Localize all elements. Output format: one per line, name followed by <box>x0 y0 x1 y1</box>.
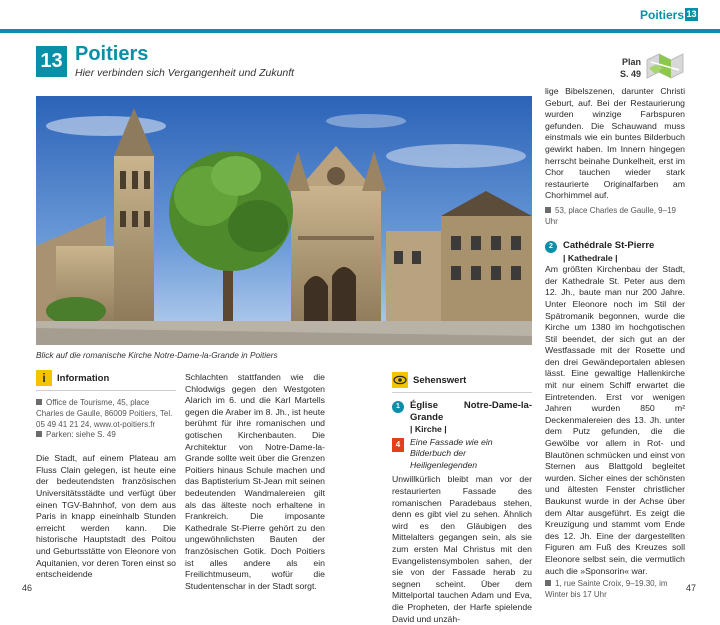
chapter-subtitle: Hier verbinden sich Vergangenheit und Zukunft <box>75 67 295 79</box>
poi-type: | Kirche | <box>410 424 447 434</box>
plan-page: S. 49 <box>619 69 641 79</box>
info-row <box>36 398 176 430</box>
chapter-title: Poitiers <box>75 43 149 65</box>
info-row <box>36 430 176 441</box>
plan-label: Plan <box>621 57 641 67</box>
poi-number-badge: 1 <box>392 401 404 413</box>
poi-description: Am größten Kirchenbau der Stadt, der Kathedrale St. Peter aus dem 12. Jh., baute man nur 200 Jahre. Unter Eleonore noch im Stil der Spätromanik begonnen, wurde die Kirche um 1380 im hochgotischen Stil beendet, der sich gut an der Westfassade mit der Rosette und den drei Gewändeportalen ablesen lässt. Eine gewaltige Hallenkirche mit nur einem Schiff erwartet die Eintretenden. Erst vor wenigen Jahren wurden 850 m² Deckenmalereien des 13. Jh. unter dem Putz gefunden, die die Gewölbe vor allem in Rot- und Blautönen schmücken und einst von Sternen aus Blattgold begleitet wurden. Sicher eines der schönsten und ältesten Fenster christlicher Baukunst wurde in der Achse über dem Altar ausgeführt. Es zeigt die Kreuzigung und stammt vom Ende des 12. Jh. Eine der dargestellten Figuren am Fuß des Kreuzes soll Eleonore selbst sein, die vermutlich auch die »Sponsorin« war. <box>545 264 685 576</box>
plan-reference <box>597 56 641 80</box>
information-heading-box <box>36 370 176 388</box>
photo-caption: Blick auf die romanische Kirche Notre-Dame-la-Grande in Poitiers <box>36 350 278 360</box>
sights-heading-box <box>392 372 532 390</box>
poi-heading <box>545 240 685 253</box>
column-history <box>185 372 325 592</box>
poi-type: | Kathedrale | <box>563 252 618 263</box>
page-number-right: 47 <box>685 583 696 593</box>
chapter-number-badge: 13 <box>36 46 67 77</box>
info-row <box>545 579 685 601</box>
sights-heading: Sehenswert <box>413 375 467 386</box>
map-icon <box>645 50 685 80</box>
information-heading: Information <box>57 373 110 384</box>
bullet-square-icon <box>36 399 42 405</box>
page-number-left: 46 <box>22 583 33 593</box>
running-header-number: 13 <box>686 9 697 19</box>
column-sights <box>392 372 532 625</box>
poi-description-continued: lige Bibelszenen, darunter Christi Geburt, auf. Bei der Restaurierung wurden winzige Farbspuren gefunden. Die Schauwand muss einstmals wie ein buntes Bilderbuch gewirkt haben. Im Innern hingegen herrscht beinahe Dunkelheit, erst im Chor tauchen wieder stark restaurierte Originalfarben am Chorhimmel auf. <box>545 86 685 201</box>
history-paragraph: Schlachten stattfanden wie die Chlodwigs gegen den Westgoten Alarich im 6. und die Karl Martells gegen die Araber im 8. Jh., ist heute berühmt für ihre romanischen und gotischen Kirchenbauten. Die Architektur von Notre-Dame-la-Grande sollte weit über die Grenzen Poitiers hinaus Schule machen und das Baptisterium St-Jean mit seinen bedeutenden Wandmalereien gilt als das älteste noch erhaltene in Frankreich. Die imposante Kathedrale St-Pierre gehört zu den ungewöhnlichsten Bauten der französischen Gotik. Doch Poitiers ist alles andere als ein Freilichtmuseum, wofür die Studentenschar in der Stadt sorgt. <box>185 372 325 591</box>
heading-rule <box>36 390 176 391</box>
poi-address-hours: 1, rue Sainte Croix, 9–19.30, im Winter bis 17 Uhr <box>545 579 668 599</box>
poi-number-badge: 2 <box>545 241 557 253</box>
bullet-square-icon <box>545 580 551 586</box>
intro-paragraph: Die Stadt, auf einem Plateau am Fluss Clain gelegen, ist heute eine der bedeutendsten französischen Universitätsstädte und verfügt über einen TGV-Bahnhof, von dem aus Paris in knapp eineinhalb Stunden erreicht werden kann. Die historische Hauptstadt des Poitou und Geburtsstätte von Eleonore von Aquitanien, vor deren Toren einst so entscheidende <box>36 453 176 580</box>
highlight-tip <box>392 437 532 472</box>
eye-icon <box>392 372 408 388</box>
poi-name: Église Notre-Dame-la-Grande <box>410 400 532 423</box>
info-icon: i <box>36 370 52 386</box>
column-information <box>36 370 176 581</box>
running-header <box>0 0 720 30</box>
notre-dame-la-grande-illustration <box>36 96 532 345</box>
poi-description: Unwillkürlich bleibt man vor der restaurierten Fassade des romanischen Paradebaus stehen, denn es gibt viel zu sehen. Ähnlich wird es den Gläubigen des Mittelalters gegangen sein, als sie zum ersten Mal Christus mit den Evangelistensymbolen sahen, der sie von der Fassade herab zu segnen scheint. Über dem Mittelportal tauchen Adam und Eva, die Propheten, der Harfe spielende David und unzäh- <box>392 474 532 624</box>
tourist-office-info: Office de Tourisme, 45, place Charles de Gaulle, 86009 Poitiers, Tel. 05 49 41 21 24, www.ot-poitiers.fr <box>36 398 173 429</box>
parking-info: Parken: siehe S. 49 <box>46 430 116 440</box>
poi-address-hours: 53, place Charles de Gaulle, 9–19 Uhr <box>545 205 676 226</box>
heading-rule <box>392 392 532 393</box>
poi-name: Cathédrale St-Pierre <box>563 239 655 251</box>
poi-heading <box>392 400 532 424</box>
bullet-square-icon <box>545 207 551 213</box>
header-rule <box>0 29 720 33</box>
tip-text: Eine Fassade wie ein Bilderbuch der Heiligenlegenden <box>410 436 493 470</box>
column-continuation <box>545 86 685 601</box>
info-row <box>545 206 685 228</box>
bullet-square-icon <box>36 431 42 437</box>
church-photo <box>36 96 532 345</box>
tip-bookmark-icon: 4 <box>392 438 404 452</box>
running-header-title: Poitiers <box>639 8 684 22</box>
